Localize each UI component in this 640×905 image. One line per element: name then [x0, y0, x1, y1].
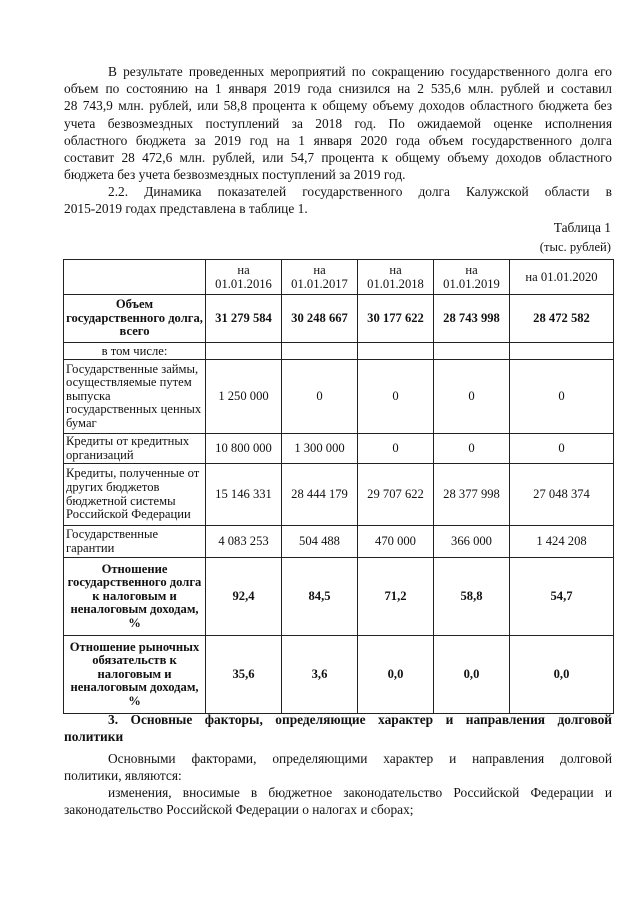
text-line: законодательство Российской Федерации о налогах и сборах;: [64, 802, 414, 818]
table-cell: 1 424 208: [510, 526, 614, 558]
table-row: [64, 464, 614, 526]
table-row: [64, 636, 614, 714]
row-label: в том числе:: [64, 343, 206, 360]
row-label: Отношение государственного долга к налоговым и неналоговым доходам, %: [64, 558, 206, 636]
table-cell: 35,6: [206, 636, 282, 714]
table-cell: 28 444 179: [282, 464, 358, 526]
row-label: Кредиты от кредитных организаций: [64, 434, 206, 464]
table-cell: 3,6: [282, 636, 358, 714]
text-line: 2015-2019 годах представлена в таблице 1.: [64, 201, 308, 217]
table-row: [64, 360, 614, 434]
table-cell: [282, 343, 358, 360]
table-cell: 504 488: [282, 526, 358, 558]
table-row: [64, 343, 614, 360]
table-cell: 0: [510, 360, 614, 434]
table-cell: 470 000: [358, 526, 434, 558]
table-cell: 58,8: [434, 558, 510, 636]
header-cell: на 01.01.2019: [434, 260, 510, 295]
table-cell: 0: [358, 434, 434, 464]
table-cell: 31 279 584: [206, 295, 282, 343]
table-caption: Таблица 1: [553, 220, 611, 235]
header-cell: на 01.01.2017: [282, 260, 358, 295]
header-cell: [64, 260, 206, 295]
table-cell: 30 177 622: [358, 295, 434, 343]
table-cell: [434, 343, 510, 360]
text-line: политики, являются:: [64, 768, 182, 784]
section-heading: [64, 711, 612, 745]
table-cell: 30 248 667: [282, 295, 358, 343]
table-cell: 28 472 582: [510, 295, 614, 343]
table-cell: 71,2: [358, 558, 434, 636]
table-cell: 1 300 000: [282, 434, 358, 464]
text-line: объем по состоянию на 1 января 2019 года снизился на 2 535,6 млн. рублей и составил: [64, 81, 612, 97]
table-row: [64, 558, 614, 636]
text-line: 28 743,9 млн. рублей, или 58,8 процента к общему объему доходов областного бюджета без: [64, 98, 612, 114]
text-line: изменения, вносимые в бюджетное законодательство Российской Федерации и: [108, 785, 612, 800]
table-cell: 0: [434, 434, 510, 464]
text-line: составит 28 472,6 млн. рублей, или 54,7 процента к общему объему доходов областного: [64, 150, 612, 166]
table-units: (тыс. рублей): [539, 240, 611, 254]
text-line: 2.2. Динамика показателей государственного долга Калужской области в: [108, 184, 612, 199]
table-cell: 27 048 374: [510, 464, 614, 526]
table-cell: 10 800 000: [206, 434, 282, 464]
table-cell: 0: [510, 434, 614, 464]
text-line: бюджета без учета безвозмездных поступлений за 2019 год.: [64, 167, 406, 183]
paragraph-changes: [64, 784, 612, 818]
table-cell: 0: [434, 360, 510, 434]
table-cell: 366 000: [434, 526, 510, 558]
paragraph-factors: [64, 750, 612, 784]
heading-line: 3. Основные факторы, определяющие характер и направления долговой: [108, 712, 612, 727]
header-cell: на 01.01.2018: [358, 260, 434, 295]
row-label: Государственные займы, осуществляемые путем выпуска государственных ценных бумаг: [64, 360, 206, 434]
table-header-row: [64, 260, 614, 295]
table-row: [64, 526, 614, 558]
text-line: областного бюджета за 2019 год на 1 января 2020 года объем государственного долга: [64, 132, 612, 148]
row-label: Объем государственного долга, всего: [64, 295, 206, 343]
table-cell: 0,0: [358, 636, 434, 714]
table-cell: 29 707 622: [358, 464, 434, 526]
table-cell: 1 250 000: [206, 360, 282, 434]
table-cell: 28 743 998: [434, 295, 510, 343]
table-cell: 0: [358, 360, 434, 434]
table-cell: [206, 343, 282, 360]
table-cell: 0,0: [510, 636, 614, 714]
text-line: В результате проведенных мероприятий по сокращению государственного долга его: [108, 64, 612, 79]
text-line: Основными факторами, определяющими характер и направления долговой: [108, 751, 612, 766]
paragraph-debt-reduction: [64, 63, 612, 183]
debt-table: [63, 259, 614, 714]
table-cell: 28 377 998: [434, 464, 510, 526]
heading-line: политики: [64, 729, 124, 745]
table-cell: 54,7: [510, 558, 614, 636]
table-cell: 92,4: [206, 558, 282, 636]
header-cell: на 01.01.2020: [510, 260, 614, 295]
row-label: Отношение рыночных обязательств к налоговым и неналоговым доходам, %: [64, 636, 206, 714]
table-cell: 4 083 253: [206, 526, 282, 558]
table-cell: 84,5: [282, 558, 358, 636]
row-label: Кредиты, полученные от других бюджетов бюджетной системы Российской Федерации: [64, 464, 206, 526]
table-cell: 0: [282, 360, 358, 434]
header-cell: на 01.01.2016: [206, 260, 282, 295]
row-label: Государственные гарантии: [64, 526, 206, 558]
table-cell: 0,0: [434, 636, 510, 714]
table-row: [64, 434, 614, 464]
text-line: учета безвозмездных поступлений за 2018 год. По ожидаемой оценке исполнения: [64, 115, 612, 131]
table-row: [64, 295, 614, 343]
table-cell: [358, 343, 434, 360]
paragraph-dynamics: [64, 183, 612, 217]
table-cell: 15 146 331: [206, 464, 282, 526]
table-cell: [510, 343, 614, 360]
